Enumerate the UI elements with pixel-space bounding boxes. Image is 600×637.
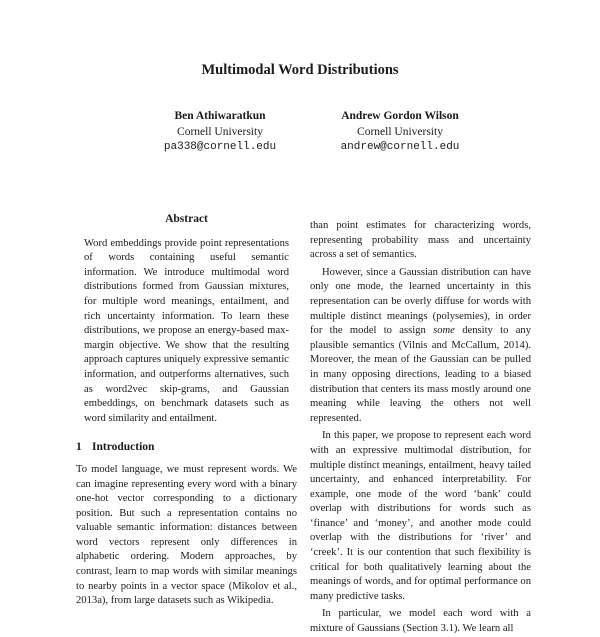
abstract-text: Word embeddings provide point representations of words containing useful semantic information. We introduce multimodal word distributions formed from Gaussian mixtures, for multiple word meanings, entailment, and rich uncertainty information. To learn these distributions, we propose an energy-based max-margin objective. We show that the resulting approach captures uniquely expressive semantic information, and outperforms alternatives, such as word2vec skip-grams, and Gaussian embeddings, on benchmark datasets such as word similarity and entailment. [84,237,289,424]
abstract-heading: Abstract [165,213,208,225]
left-column [76,212,297,609]
introduction-paragraph: To model language, we must represent words. We can imagine representing every word with a binary one-hot vector corresponding to a dictionary position. But such a representation contains no valuable semantic information: distances between word vectors represent only differences in alphabetic ordering. Modern approaches, by contrast, learn to map words with similar meanings to nearby points in a vector space (Mikolov et al., 2013a), from large datasets such as Wikipedia. [76,463,297,607]
author-block-1 [115,109,325,156]
emphasis-text: some [433,325,455,337]
mixture-paragraph: In particular, we model each word with a mixture of Gaussians (Section 3.1). We learn all [310,608,531,635]
author-name: Ben Athiwaratkun [174,110,266,122]
continuation-paragraph: than point estimates for characterizing words, representing probability mass and uncertainty across a set of semantics. [310,220,531,261]
author-block-2 [295,109,505,156]
gaussian-limitation-paragraph [310,266,531,427]
author-email: pa338@cornell.edu [163,141,277,153]
author-affiliation: Cornell University [357,125,443,138]
author-affiliation: Cornell University [177,125,263,138]
paragraph-text: density to any plausible semantics (Vilnis and McCallum, 2014). Moreover, the mean of the Gaussian can be pulled in many opposing directions, leading to a biased distribution that centers its mass mostly around one meaning while leaving the others not well represented. [310,325,531,424]
proposal-paragraph: In this paper, we propose to represent each word with an expressive multimodal distribution, for multiple distinct meanings, entailment, heavy tailed uncertainty, and enhanced interpretability. For example, one mode of the word ‘bank’ could overlap with distributions for words such as ‘finance’ and ‘money’, and another mode could overlap with the distributions for ‘river’ and ‘creek’. It is our contention that such flexibility is critical for both qualitatively learning about the meanings of words, and for optimal performance on many predictive tasks. [310,430,531,602]
right-column [310,219,531,637]
section-title: Introduction [92,441,155,454]
section-heading-introduction [76,440,297,455]
author-email: andrew@cornell.edu [340,141,460,153]
paper-title: Multimodal Word Distributions [201,62,399,78]
section-number: 1 [76,441,82,454]
paragraph-text: However, since a Gaussian distribution can have only one mode, the learned uncertainty in this representation can be overly diffuse for words with multiple distinct meanings (polysemies), in order for the model to assign [310,266,531,337]
author-name: Andrew Gordon Wilson [341,110,459,122]
